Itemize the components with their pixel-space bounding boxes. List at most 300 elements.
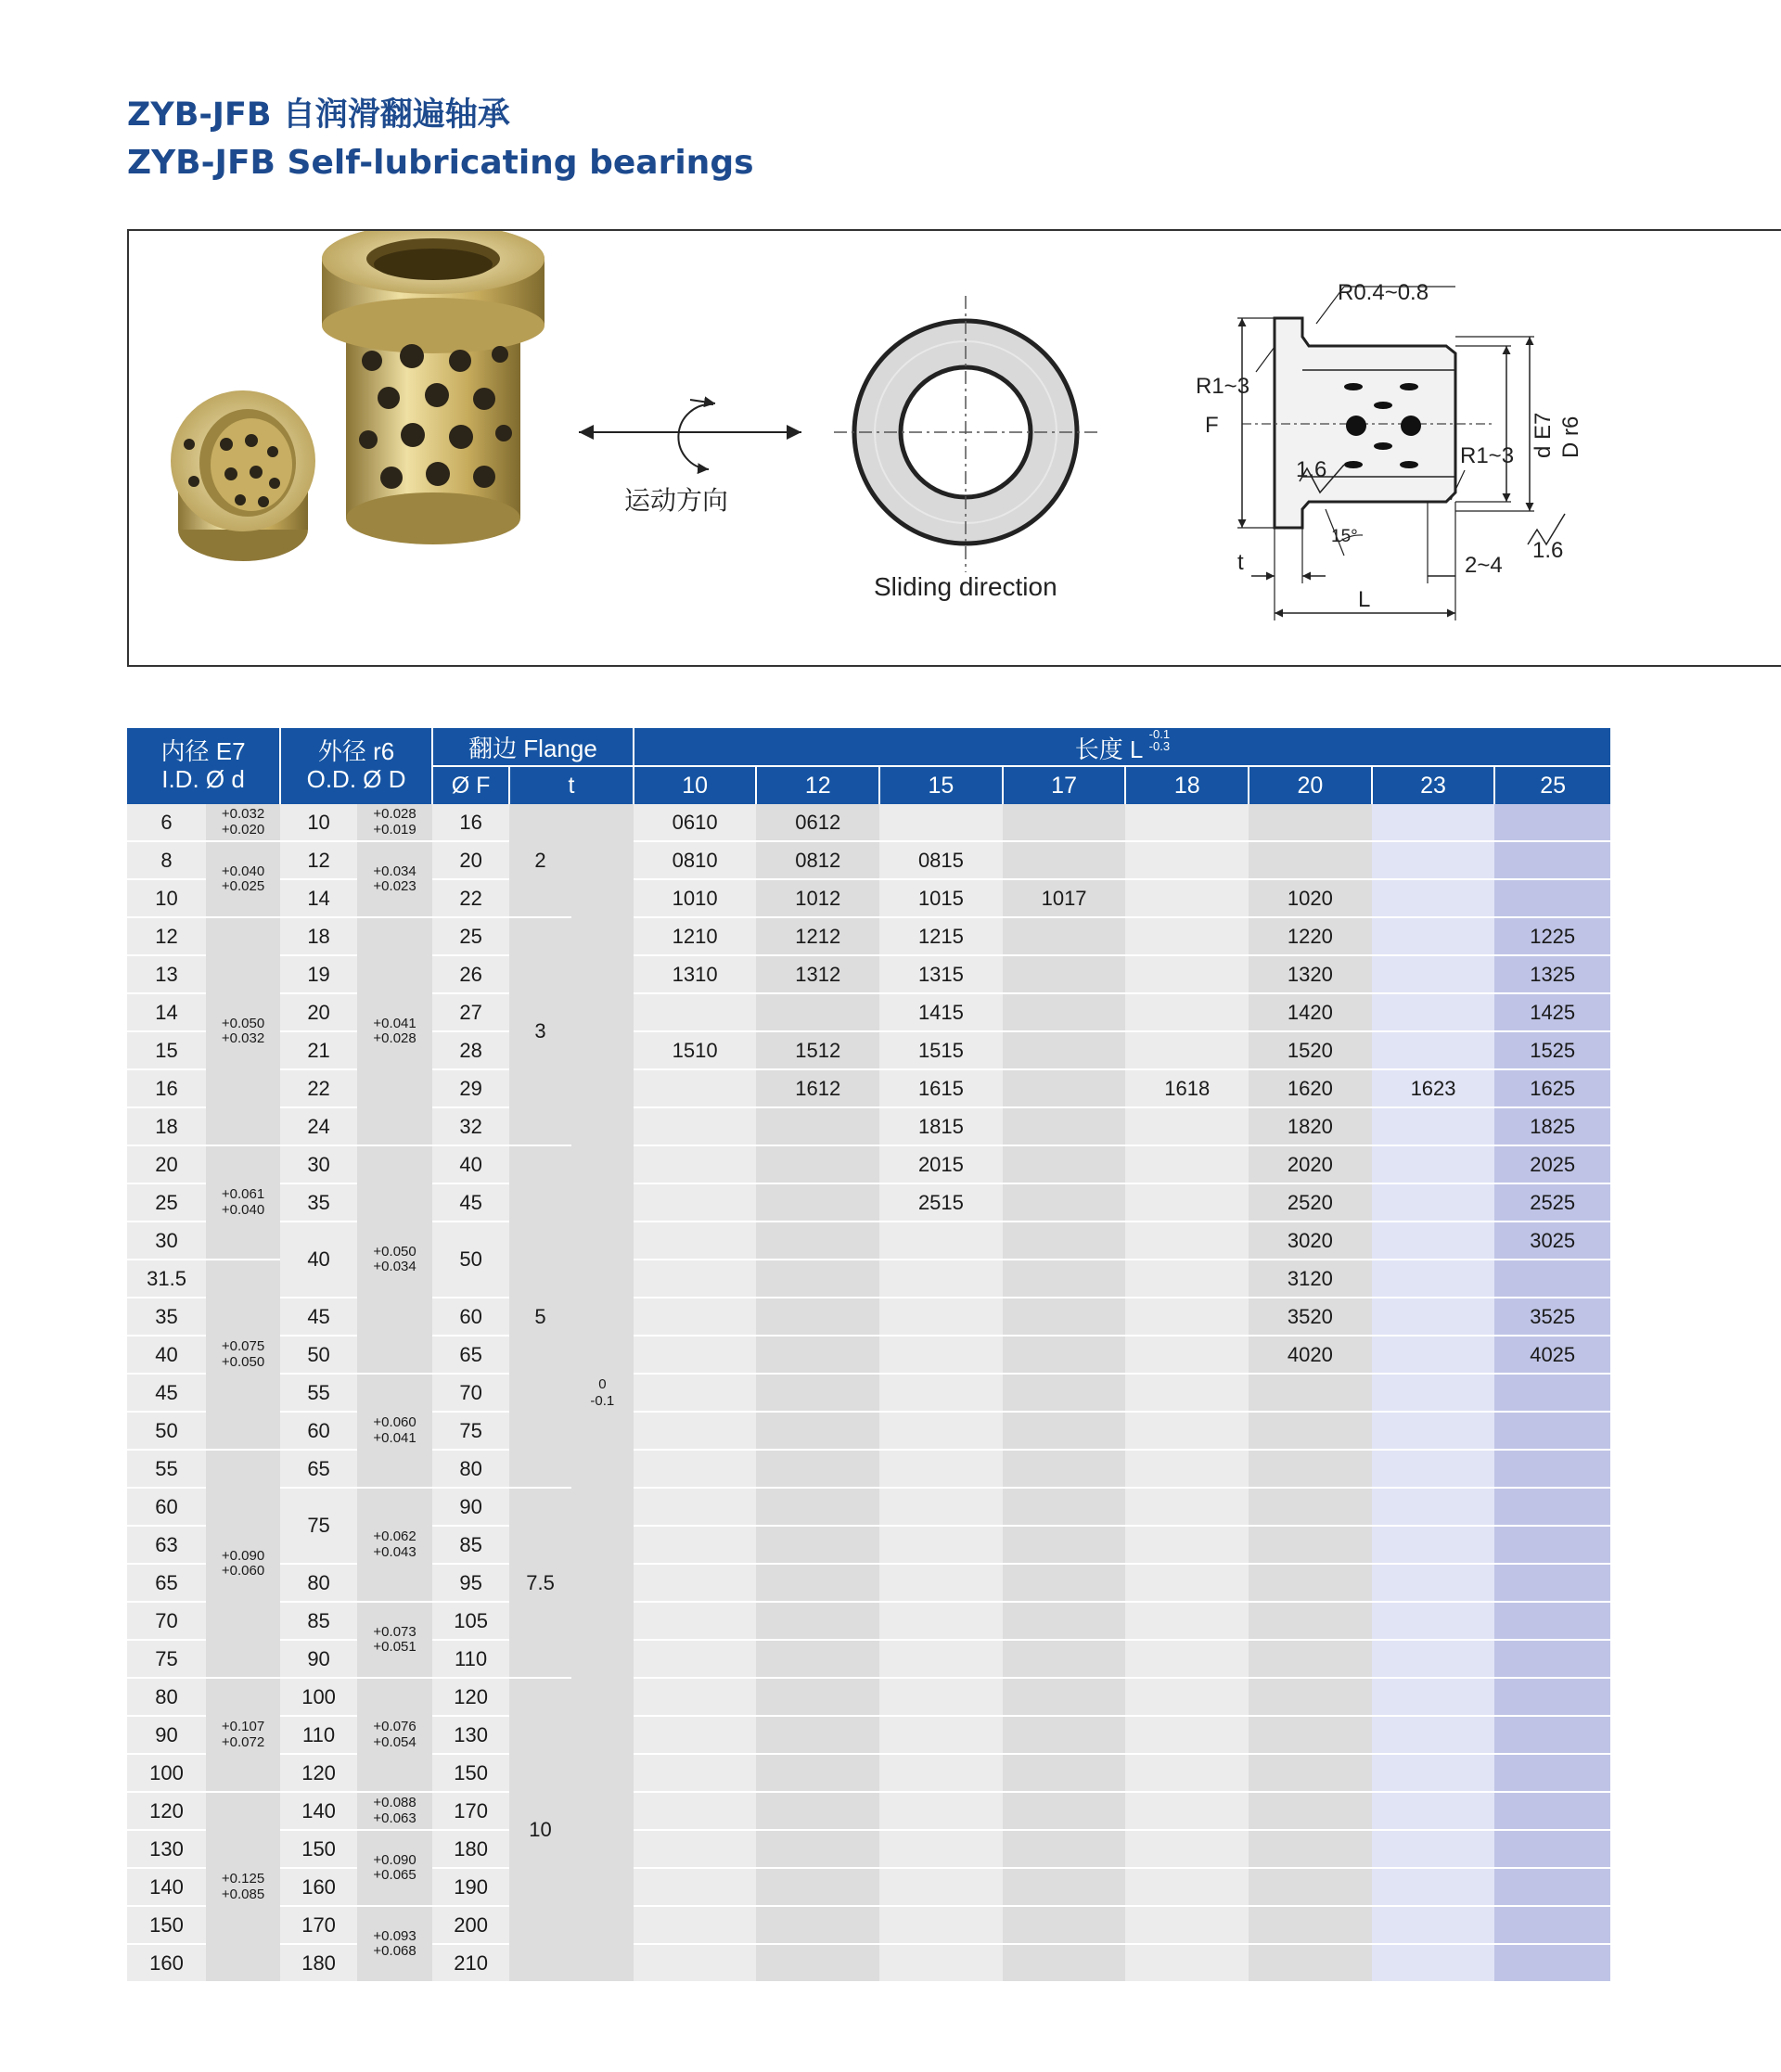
part-number-cell — [1249, 1640, 1372, 1678]
part-number-cell — [1003, 1336, 1126, 1374]
flange-diameter-cell: 120 — [432, 1678, 509, 1716]
inner-tolerance-cell: +0.032 +0.020 — [206, 804, 280, 841]
part-number-cell — [1249, 804, 1372, 841]
table-row — [127, 879, 1610, 917]
part-number-cell — [1125, 1450, 1249, 1488]
outer-diameter-cell: 21 — [280, 1031, 357, 1069]
part-number-cell — [1003, 1526, 1126, 1564]
flange-diameter-cell: 95 — [432, 1564, 509, 1602]
header-flange-thickness: t — [509, 766, 634, 804]
part-number-cell — [634, 1830, 757, 1868]
part-number-cell — [1003, 1602, 1126, 1640]
inner-diameter-cell: 63 — [127, 1526, 206, 1564]
inner-tolerance-cell: +0.075 +0.050 — [206, 1260, 280, 1450]
table-row — [127, 917, 1610, 955]
header-length-17: 17 — [1003, 766, 1126, 804]
part-number-cell — [756, 1564, 879, 1602]
header-flange: 翻边 Flange — [432, 728, 634, 766]
part-number-cell: 1312 — [756, 955, 879, 993]
figure-drawing — [129, 231, 1781, 667]
part-number-cell — [1003, 1640, 1126, 1678]
inner-tolerance-cell: +0.050 +0.032 — [206, 917, 280, 1145]
part-number-cell — [756, 1298, 879, 1336]
part-number-cell — [756, 1107, 879, 1145]
part-number-cell — [1003, 1145, 1126, 1183]
table-row — [127, 1221, 1610, 1260]
inner-diameter-cell: 8 — [127, 841, 206, 879]
table-row — [127, 1412, 1610, 1450]
part-number-cell — [1249, 1716, 1372, 1754]
flange-diameter-cell: 110 — [432, 1640, 509, 1678]
part-number-cell — [1494, 1716, 1610, 1754]
part-number-cell — [1372, 1183, 1495, 1221]
part-number-cell — [1249, 1526, 1372, 1564]
header-length-25: 25 — [1494, 766, 1610, 804]
part-number-cell — [879, 1564, 1003, 1602]
inner-tolerance-cell: +0.040 +0.025 — [206, 841, 280, 917]
part-number-cell — [1372, 1031, 1495, 1069]
part-number-cell — [756, 1183, 879, 1221]
part-number-cell: 1017 — [1003, 879, 1126, 917]
table-row — [127, 841, 1610, 879]
inner-tolerance-cell: +0.090 +0.060 — [206, 1450, 280, 1678]
outer-diameter-cell: 40 — [280, 1221, 357, 1298]
part-number-cell — [1372, 804, 1495, 841]
outer-diameter-cell: 170 — [280, 1906, 357, 1944]
part-number-cell — [1249, 1450, 1372, 1488]
part-number-cell — [1249, 1830, 1372, 1868]
part-number-cell — [1372, 1374, 1495, 1412]
table-row — [127, 1792, 1610, 1830]
part-number-cell: 1615 — [879, 1069, 1003, 1107]
part-number-cell — [1125, 955, 1249, 993]
table-row — [127, 1374, 1610, 1412]
part-number-cell — [1494, 1792, 1610, 1830]
part-number-cell — [756, 1640, 879, 1678]
part-number-cell: 1623 — [1372, 1069, 1495, 1107]
part-number-cell: 1020 — [1249, 879, 1372, 917]
part-number-cell: 1820 — [1249, 1107, 1372, 1145]
header-length: 长度 L $^{-0.1 -0.3}$ — [634, 728, 1610, 766]
flange-diameter-cell: 20 — [432, 841, 509, 879]
part-number-cell — [1125, 1564, 1249, 1602]
part-number-cell: 1815 — [879, 1107, 1003, 1145]
part-number-cell — [1249, 1792, 1372, 1830]
part-number-cell — [756, 1374, 879, 1412]
inner-diameter-cell: 25 — [127, 1183, 206, 1221]
part-number-cell — [1372, 1488, 1495, 1526]
outer-diameter-cell: 35 — [280, 1183, 357, 1221]
inner-tolerance-cell: +0.107 +0.072 — [206, 1678, 280, 1792]
part-number-cell: 1012 — [756, 879, 879, 917]
part-number-cell — [879, 1868, 1003, 1906]
part-number-cell — [756, 1944, 879, 1982]
part-number-cell — [1372, 1260, 1495, 1298]
table-row — [127, 1944, 1610, 1982]
inner-diameter-cell: 12 — [127, 917, 206, 955]
part-number-cell — [634, 1754, 757, 1792]
part-number-cell — [634, 1145, 757, 1183]
outer-tolerance-cell: +0.076 +0.054 — [357, 1678, 432, 1792]
part-number-cell — [1249, 1868, 1372, 1906]
part-number-cell — [1003, 1031, 1126, 1069]
part-number-cell — [1372, 1412, 1495, 1450]
part-number-cell — [756, 1830, 879, 1868]
flange-diameter-cell: 75 — [432, 1412, 509, 1450]
flange-thickness-cell: 3 — [509, 917, 571, 1145]
bearing-spec-table — [127, 728, 1610, 1983]
dim-dr6: D r6 — [1558, 416, 1583, 458]
part-number-cell — [1372, 841, 1495, 879]
part-number-cell — [879, 1640, 1003, 1678]
inner-diameter-cell: 140 — [127, 1868, 206, 1906]
table-row — [127, 1830, 1610, 1868]
flange-diameter-cell: 85 — [432, 1526, 509, 1564]
part-number-cell — [1125, 1412, 1249, 1450]
part-number-cell — [1125, 1944, 1249, 1982]
outer-diameter-cell: 22 — [280, 1069, 357, 1107]
part-number-cell — [1372, 1868, 1495, 1906]
inner-diameter-cell: 16 — [127, 1069, 206, 1107]
inner-diameter-cell: 65 — [127, 1564, 206, 1602]
part-number-cell — [1003, 1564, 1126, 1602]
part-number-cell — [756, 1336, 879, 1374]
part-number-cell — [1372, 879, 1495, 917]
flange-diameter-cell: 190 — [432, 1868, 509, 1906]
motion-label-cn: 运动方向 — [624, 485, 729, 516]
dim-chamfer: 2~4 — [1465, 553, 1503, 578]
outer-tolerance-cell: +0.034 +0.023 — [357, 841, 432, 917]
part-number-cell — [1003, 1107, 1126, 1145]
part-number-cell — [1003, 804, 1126, 841]
part-number-cell — [1003, 917, 1126, 955]
header-length-12: 12 — [756, 766, 879, 804]
part-number-cell — [1125, 1792, 1249, 1830]
outer-tolerance-cell: +0.088 +0.063 — [357, 1792, 432, 1830]
part-number-cell — [1494, 879, 1610, 917]
part-number-cell — [1494, 1830, 1610, 1868]
part-number-cell — [1003, 993, 1126, 1031]
part-number-cell — [1249, 1678, 1372, 1716]
part-number-cell — [879, 1716, 1003, 1754]
inner-diameter-cell: 150 — [127, 1906, 206, 1944]
part-number-cell — [1003, 1716, 1126, 1754]
inner-diameter-cell: 75 — [127, 1640, 206, 1678]
dim-f: F — [1205, 413, 1219, 438]
part-number-cell: 1415 — [879, 993, 1003, 1031]
part-number-cell: 0815 — [879, 841, 1003, 879]
dim-l: L — [1358, 587, 1371, 612]
part-number-cell — [879, 1678, 1003, 1716]
part-number-cell — [1372, 1830, 1495, 1868]
part-number-cell — [1249, 1564, 1372, 1602]
outer-diameter-cell: 75 — [280, 1488, 357, 1564]
inner-diameter-cell: 45 — [127, 1374, 206, 1412]
part-number-cell — [634, 1412, 757, 1450]
part-number-cell — [1125, 1298, 1249, 1336]
table-row — [127, 955, 1610, 993]
part-number-cell — [1372, 1678, 1495, 1716]
inner-diameter-cell: 30 — [127, 1221, 206, 1260]
tall-bearing-illustration — [322, 231, 545, 544]
part-number-cell — [1125, 1906, 1249, 1944]
inner-diameter-cell: 160 — [127, 1944, 206, 1982]
part-number-cell — [634, 1450, 757, 1488]
roughness-2: 1.6 — [1532, 538, 1564, 563]
part-number-cell — [1125, 1336, 1249, 1374]
part-number-cell — [1372, 917, 1495, 955]
header-inner-diameter: 内径 E7 I.D. Ø d — [127, 728, 280, 804]
part-number-cell — [1372, 1221, 1495, 1260]
part-number-cell — [756, 1526, 879, 1564]
inner-diameter-cell: 70 — [127, 1602, 206, 1640]
part-number-cell — [1125, 1107, 1249, 1145]
part-number-cell — [1003, 1906, 1126, 1944]
part-number-cell — [1125, 804, 1249, 841]
part-number-cell — [1494, 1640, 1610, 1678]
dim-r13-right: R1~3 — [1460, 443, 1515, 468]
table-row — [127, 1336, 1610, 1374]
flange-diameter-cell: 60 — [432, 1298, 509, 1336]
inner-diameter-cell: 100 — [127, 1754, 206, 1792]
flange-diameter-cell: 22 — [432, 879, 509, 917]
inner-diameter-cell: 31.5 — [127, 1260, 206, 1298]
table-row — [127, 1906, 1610, 1944]
header-length-15: 15 — [879, 766, 1003, 804]
part-number-cell: 1525 — [1494, 1031, 1610, 1069]
flange-diameter-cell: 32 — [432, 1107, 509, 1145]
part-number-cell — [1494, 1678, 1610, 1716]
part-number-cell — [1249, 1488, 1372, 1526]
part-number-cell — [1249, 1602, 1372, 1640]
dim-r13-left: R1~3 — [1196, 374, 1250, 399]
inner-diameter-cell: 40 — [127, 1336, 206, 1374]
part-number-cell: 2015 — [879, 1145, 1003, 1183]
part-number-cell — [1372, 1564, 1495, 1602]
outer-diameter-cell: 120 — [280, 1754, 357, 1792]
flange-diameter-cell: 16 — [432, 804, 509, 841]
part-number-cell: 3020 — [1249, 1221, 1372, 1260]
part-number-cell — [879, 1221, 1003, 1260]
flange-diameter-cell: 150 — [432, 1754, 509, 1792]
flange-diameter-cell: 210 — [432, 1944, 509, 1982]
flange-diameter-cell: 90 — [432, 1488, 509, 1526]
part-number-cell — [634, 1183, 757, 1221]
part-number-cell — [1494, 1754, 1610, 1792]
inner-tolerance-cell: +0.061 +0.040 — [206, 1145, 280, 1260]
part-number-cell — [1494, 804, 1610, 841]
part-number-cell — [634, 1868, 757, 1906]
part-number-cell — [634, 1716, 757, 1754]
outer-diameter-cell: 110 — [280, 1716, 357, 1754]
part-number-cell — [756, 1754, 879, 1792]
table-row — [127, 1488, 1610, 1526]
part-number-cell: 3025 — [1494, 1221, 1610, 1260]
part-number-cell: 1625 — [1494, 1069, 1610, 1107]
outer-diameter-cell: 85 — [280, 1602, 357, 1640]
part-number-cell — [879, 1944, 1003, 1982]
flange-diameter-cell: 50 — [432, 1221, 509, 1298]
inner-diameter-cell: 15 — [127, 1031, 206, 1069]
part-number-cell — [879, 1450, 1003, 1488]
outer-diameter-cell: 30 — [280, 1145, 357, 1183]
part-number-cell — [756, 1868, 879, 1906]
part-number-cell: 1825 — [1494, 1107, 1610, 1145]
table-row — [127, 1450, 1610, 1488]
table-row — [127, 993, 1610, 1031]
header-length-23: 23 — [1372, 766, 1495, 804]
part-number-cell — [1494, 1488, 1610, 1526]
part-number-cell — [1494, 1564, 1610, 1602]
part-number-cell — [756, 1716, 879, 1754]
thickness-tolerance-cell: 0 -0.1 — [571, 804, 634, 1982]
part-number-cell: 1618 — [1125, 1069, 1249, 1107]
part-number-cell — [1125, 1526, 1249, 1564]
page-title-en: ZYB-JFB Self-lubricating bearings — [127, 144, 754, 182]
part-number-cell — [1372, 1640, 1495, 1678]
part-number-cell — [1125, 993, 1249, 1031]
part-number-cell: 0610 — [634, 804, 757, 841]
part-number-cell — [756, 1221, 879, 1260]
header-length-10: 10 — [634, 766, 757, 804]
roughness-1: 1.6 — [1296, 457, 1327, 482]
part-number-cell — [1003, 1792, 1126, 1830]
outer-tolerance-cell: +0.062 +0.043 — [357, 1488, 432, 1602]
part-number-cell — [756, 993, 879, 1031]
part-number-cell — [879, 1526, 1003, 1564]
part-number-cell — [1125, 1640, 1249, 1678]
flange-thickness-cell: 10 — [509, 1678, 571, 1982]
flange-thickness-cell: 5 — [509, 1145, 571, 1488]
inner-diameter-cell: 80 — [127, 1678, 206, 1716]
part-number-cell: 3120 — [1249, 1260, 1372, 1298]
part-number-cell — [1494, 1906, 1610, 1944]
part-number-cell — [1125, 1678, 1249, 1716]
part-number-cell — [1372, 1145, 1495, 1183]
flange-diameter-cell: 65 — [432, 1336, 509, 1374]
outer-diameter-cell: 55 — [280, 1374, 357, 1412]
part-number-cell — [1125, 1716, 1249, 1754]
part-number-cell: 1520 — [1249, 1031, 1372, 1069]
part-number-cell — [1125, 917, 1249, 955]
part-number-cell — [1249, 841, 1372, 879]
part-number-cell: 1210 — [634, 917, 757, 955]
header-outer-diameter: 外径 r6 O.D. Ø D — [280, 728, 432, 804]
part-number-cell: 1612 — [756, 1069, 879, 1107]
part-number-cell — [634, 1069, 757, 1107]
table-row — [127, 1678, 1610, 1716]
part-number-cell — [1125, 841, 1249, 879]
part-number-cell — [879, 1412, 1003, 1450]
table-row — [127, 1564, 1610, 1602]
outer-diameter-cell: 45 — [280, 1298, 357, 1336]
part-number-cell — [634, 1336, 757, 1374]
table-row — [127, 1145, 1610, 1183]
part-number-cell: 1015 — [879, 879, 1003, 917]
part-number-cell — [1372, 1944, 1495, 1982]
part-number-cell — [1494, 1526, 1610, 1564]
inner-diameter-cell: 35 — [127, 1298, 206, 1336]
part-number-cell — [879, 1754, 1003, 1792]
part-number-cell — [1494, 841, 1610, 879]
part-number-cell — [756, 1145, 879, 1183]
part-number-cell — [634, 993, 757, 1031]
outer-tolerance-cell: +0.050 +0.034 — [357, 1145, 432, 1374]
part-number-cell — [1003, 955, 1126, 993]
part-number-cell — [1003, 1374, 1126, 1412]
part-number-cell: 3525 — [1494, 1298, 1610, 1336]
part-number-cell — [756, 1906, 879, 1944]
part-number-cell: 0810 — [634, 841, 757, 879]
part-number-cell — [756, 1602, 879, 1640]
part-number-cell — [756, 1450, 879, 1488]
inner-diameter-cell: 10 — [127, 879, 206, 917]
part-number-cell — [1372, 1526, 1495, 1564]
part-number-cell — [1125, 1602, 1249, 1640]
part-number-cell — [1372, 955, 1495, 993]
outer-diameter-cell: 18 — [280, 917, 357, 955]
outer-diameter-cell: 100 — [280, 1678, 357, 1716]
part-number-cell — [879, 1298, 1003, 1336]
part-number-cell: 1510 — [634, 1031, 757, 1069]
part-number-cell — [1125, 1260, 1249, 1298]
part-number-cell — [1003, 1450, 1126, 1488]
part-number-cell — [634, 1374, 757, 1412]
part-number-cell — [1003, 1298, 1126, 1336]
short-bearing-illustration — [171, 390, 315, 561]
part-number-cell — [1249, 1754, 1372, 1792]
flange-diameter-cell: 27 — [432, 993, 509, 1031]
outer-tolerance-cell: +0.073 +0.051 — [357, 1602, 432, 1678]
part-number-cell — [634, 1678, 757, 1716]
outer-diameter-cell: 12 — [280, 841, 357, 879]
outer-diameter-cell: 150 — [280, 1830, 357, 1868]
dim-r04: R0.4~0.8 — [1338, 280, 1429, 305]
part-number-cell — [1494, 1450, 1610, 1488]
part-number-cell: 1310 — [634, 955, 757, 993]
part-number-cell: 0812 — [756, 841, 879, 879]
part-number-cell — [756, 1412, 879, 1450]
part-number-cell: 1512 — [756, 1031, 879, 1069]
part-number-cell — [634, 1564, 757, 1602]
part-number-cell — [1003, 841, 1126, 879]
part-number-cell: 4025 — [1494, 1336, 1610, 1374]
flange-diameter-cell: 25 — [432, 917, 509, 955]
motion-direction-symbol — [579, 400, 801, 516]
part-number-cell — [1494, 1260, 1610, 1298]
part-number-cell — [1125, 1031, 1249, 1069]
part-number-cell: 2520 — [1249, 1183, 1372, 1221]
outer-diameter-cell: 90 — [280, 1640, 357, 1678]
header-length-18: 18 — [1125, 766, 1249, 804]
part-number-cell — [1003, 1944, 1126, 1982]
part-number-cell — [634, 1944, 757, 1982]
part-number-cell — [756, 1260, 879, 1298]
flange-diameter-cell: 200 — [432, 1906, 509, 1944]
part-number-cell — [1494, 1412, 1610, 1450]
part-number-cell — [1003, 1830, 1126, 1868]
part-number-cell — [879, 1336, 1003, 1374]
part-number-cell — [1003, 1412, 1126, 1450]
part-number-cell — [634, 1260, 757, 1298]
flange-diameter-cell: 26 — [432, 955, 509, 993]
inner-diameter-cell: 90 — [127, 1716, 206, 1754]
outer-diameter-cell: 65 — [280, 1450, 357, 1488]
part-number-cell — [1249, 1374, 1372, 1412]
table-row — [127, 1069, 1610, 1107]
part-number-cell — [1125, 1183, 1249, 1221]
part-number-cell — [1125, 1754, 1249, 1792]
